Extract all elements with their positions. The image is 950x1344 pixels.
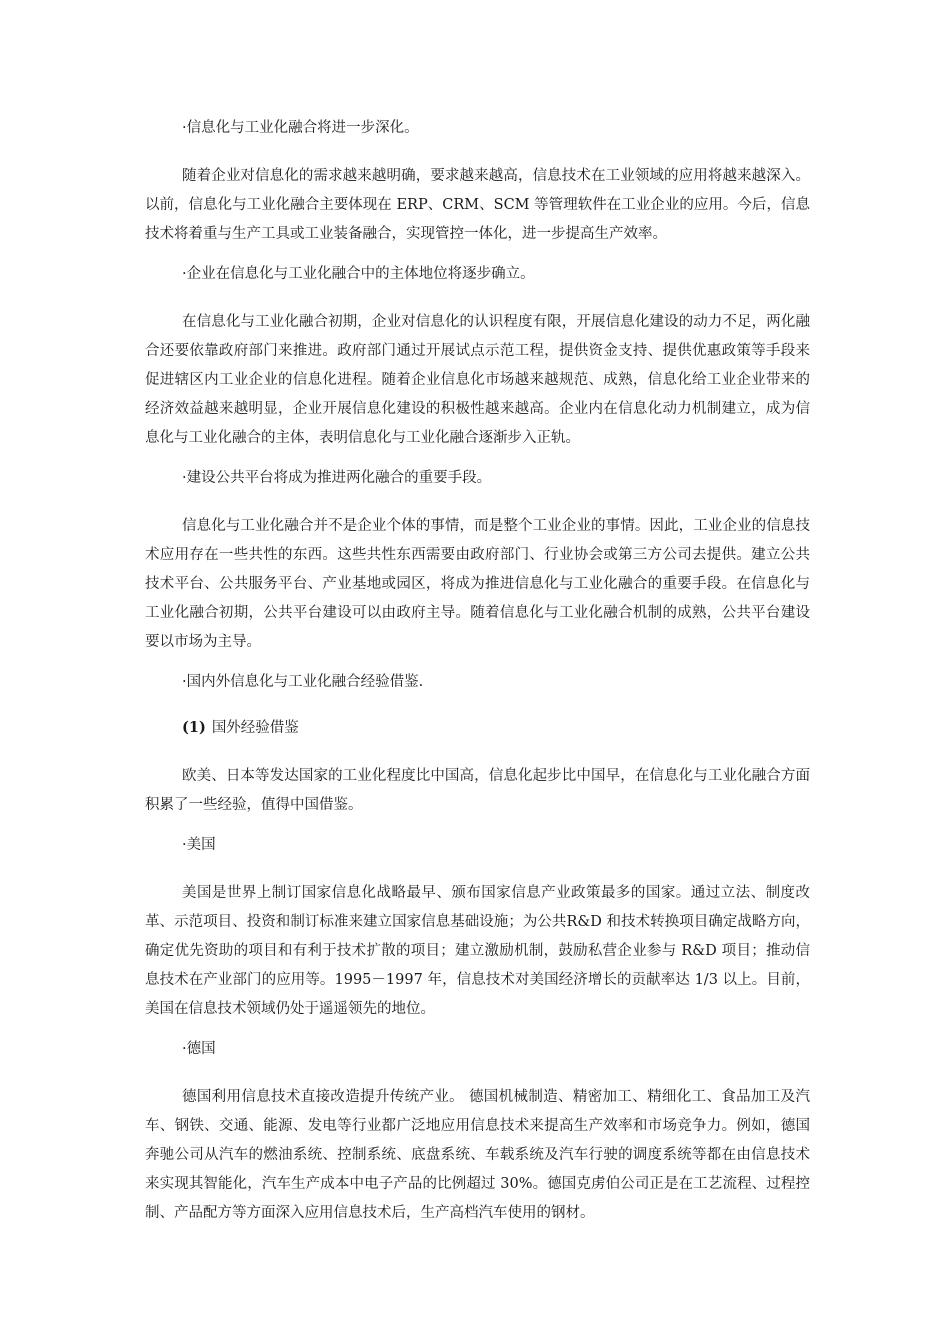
subsection-title: 国外经验借鉴 [211,720,299,736]
paragraph-usa: 美国是世界上制订国家信息化战略最早、颁布国家信息产业政策最多的国家。通过立法、制度改革、示范项目、投资和制订标准来建立国家信息基础设施；为公共R&D 和技术转换项目确定战略方向，确定优先资助的项目和有利于技术扩散的项目；建立激励机制，鼓励私营企业参与 R&D 项目；推动信息技术在产业部门的应用等。1995－1997 年，信息技术对美国经济增长的贡献率达 1/3 以上。目前，美国在信息技术领域仍处于遥遥领先的地位。 [145,885,810,1017]
section-heading-deepening: ·信息化与工业化融合将进一步深化。 [182,120,419,136]
paragraph-public-platform: 信息化与工业化融合并不是企业个体的事情，而是整个工业企业的事情。因此，工业企业的信息技术应用存在一些共性的东西。这些共性东西需要由政府部门、行业协会或第三方公司去提供。建立公共技术平台、公共服务平台、产业基地或园区，将成为推进信息化与工业化融合的重要手段。在信息化与工业化融合初期，公共平台建设可以由政府主导。随着信息化与工业化融合机制的成熟，公共平台建设要以市场为主导。 [145,518,810,650]
section-heading-usa: ·美国 [182,837,216,853]
paragraph-enterprise-role: 在信息化与工业化融合初期，企业对信息化的认识程度有限，开展信息化建设的动力不足，两化融合还要依靠政府部门来推进。政府部门通过开展试点示范工程，提供资金支持、提供优惠政策等手段来促进辖区内工业企业的信息化进程。随着企业信息化市场越来越规范、成熟，信息化给工业企业带来的经济效益越来越明显，企业开展信息化建设的积极性越来越高。企业内在信息化动力机制建立，成为信息化与工业化融合的主体，表明信息化与工业化融合逐渐步入正轨。 [145,314,810,446]
paragraph-foreign: 欧美、日本等发达国家的工业化程度比中国高，信息化起步比中国早，在信息化与工业化融合方面积累了一些经验，值得中国借鉴。 [145,768,810,813]
section-heading-germany: ·德国 [182,1041,216,1057]
section-heading-enterprise-role: ·企业在信息化与工业化融合中的主体地位将逐步确立。 [182,266,535,282]
section-heading-public-platform: ·建设公共平台将成为推进两化融合的重要手段。 [182,470,492,486]
subsection-heading-foreign [145,716,810,740]
document-page [145,116,810,1241]
paragraph-deepening: 随着企业对信息化的需求越来越明确，要求越来越高，信息技术在工业领域的应用将越来越深入。以前，信息化与工业化融合主要体现在 ERP、CRM、SCM 等管理软件在工业企业的应用。今后，信息技术将着重与生产工具或工业装备融合，实现管控一体化，进一步提高生产效率。 [145,168,810,242]
section-heading-experience: ·国内外信息化与工业化融合经验借鉴. [182,674,424,690]
subsection-number: (1) [182,719,206,736]
paragraph-germany: 德国利用信息技术直接改造提升传统产业。 德国机械制造、精密加工、精细化工、食品加工及汽车、钢铁、交通、能源、发电等行业都广泛地应用信息技术来提高生产效率和市场竞争力。例如，德国奔驰公司从汽车的燃油系统、控制系统、底盘系统、车载系统及汽车行驶的调度系统等都在由信息技术来实现其智能化，汽车生产成本中电子产品的比例超过 30%。德国克虏伯公司正是在工艺流程、过程控制、产品配方等方面深入应用信息技术后，生产高档汽车使用的钢材。 [145,1089,810,1221]
